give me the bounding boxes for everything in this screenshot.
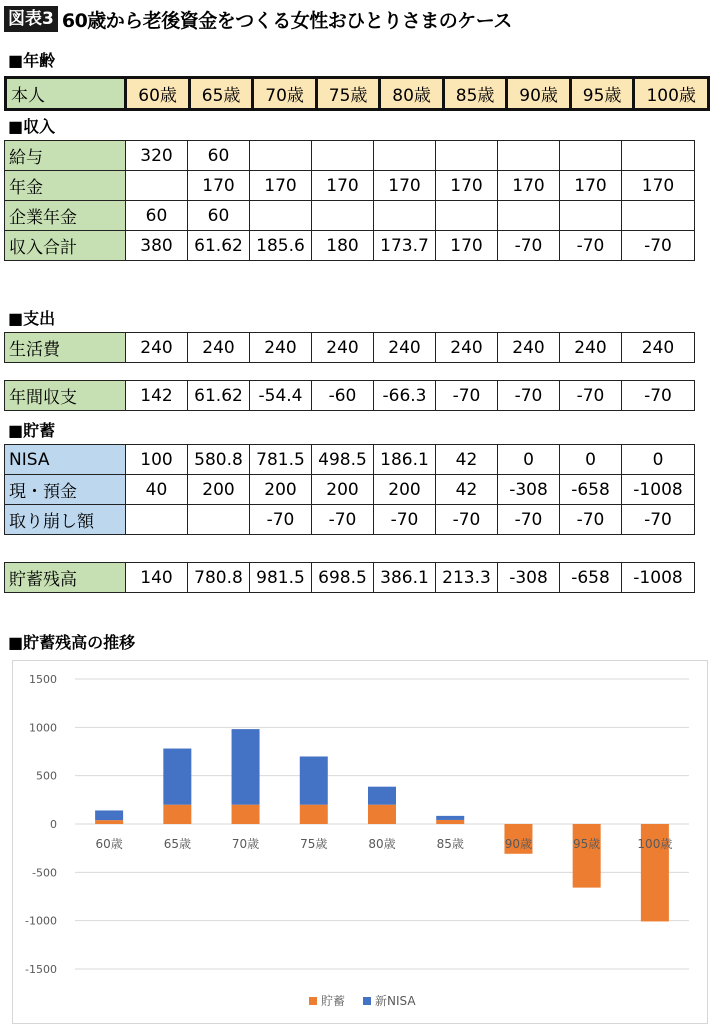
expense-label: 生活費 [5,333,126,363]
y-tick-label: 1500 [29,673,57,686]
total-savings-cell: -1008 [622,563,695,593]
bar-nisa [436,816,464,820]
age-cell: 65歳 [189,78,253,110]
savings-2-cell: -70 [436,505,498,535]
bar-savings [95,820,123,824]
income-table [4,140,695,261]
income-0-cell [250,141,312,171]
age-cell: 85歳 [443,78,507,110]
legend-label: 貯蓄 [321,994,346,1008]
income-2-cell: 60 [126,201,188,231]
income-3-cell: -70 [622,231,695,261]
x-tick-label: 95歳 [573,837,601,851]
y-tick-label: -500 [32,866,57,880]
income-1-cell: 170 [374,171,436,201]
total-savings-cell: 140 [126,563,188,593]
age-label: 本人 [6,78,126,110]
total-savings-row [5,563,695,593]
income-0-row [5,141,695,171]
bar-nisa [163,749,191,805]
income-0-cell: 60 [188,141,250,171]
income-2-cell [374,201,436,231]
savings-0-row [5,445,695,475]
income-3-cell: 180 [312,231,374,261]
income-2-cell [498,201,560,231]
savings-0-cell: 0 [498,445,560,475]
y-tick-label: -1500 [25,963,57,976]
section-heading-expense: ■支出 [8,309,56,328]
income-1-cell: 170 [312,171,374,201]
annual-balance-cell: -70 [622,381,695,411]
savings-2-cell: -70 [622,505,695,535]
savings-0-cell: 0 [560,445,622,475]
x-tick-label: 90歳 [504,837,533,851]
income-3-cell: 185.6 [250,231,312,261]
income-0-cell [374,141,436,171]
bar-nisa [368,787,396,805]
savings-0-cell: 498.5 [312,445,374,475]
legend-swatch [309,997,317,1005]
age-row [6,78,709,110]
income-0-cell: 320 [126,141,188,171]
savings-0-cell: 100 [126,445,188,475]
bar-savings [436,820,464,824]
y-tick-label: 500 [36,769,57,783]
savings-1-label: 現・預金 [5,475,126,505]
total-savings-cell: 981.5 [250,563,312,593]
income-2-cell [560,201,622,231]
expense-cell: 240 [312,333,374,363]
y-tick-label: 1000 [29,721,57,735]
annual-balance-row [5,381,695,411]
income-1-cell [126,171,188,201]
annual-balance-cell: -70 [560,381,622,411]
expense-table [4,332,695,363]
expense-row [5,333,695,363]
expense-cell: 240 [622,333,695,363]
savings-2-row [5,505,695,535]
income-1-cell: 170 [188,171,250,201]
savings-1-cell: 200 [312,475,374,505]
savings-0-cell: 42 [436,445,498,475]
annual-balance-cell: -54.4 [250,381,312,411]
savings-2-cell: -70 [374,505,436,535]
income-1-cell: 170 [250,171,312,201]
x-tick-label: 80歳 [368,837,396,851]
bar-savings [573,824,601,888]
income-3-cell: 380 [126,231,188,261]
savings-1-cell: 42 [436,475,498,505]
income-1-cell: 170 [436,171,498,201]
income-3-label: 収入合計 [5,231,126,261]
figure-label: 図表3 [4,6,58,32]
income-1-row [5,171,695,201]
income-2-label: 企業年金 [5,201,126,231]
savings-1-cell: -308 [498,475,560,505]
savings-0-cell: 186.1 [374,445,436,475]
income-0-cell [498,141,560,171]
savings-0-cell: 781.5 [250,445,312,475]
total-savings-cell: 698.5 [312,563,374,593]
savings-1-cell: 200 [188,475,250,505]
section-heading-savings: ■貯蓄 [8,421,56,440]
savings-0-cell: 0 [622,445,695,475]
income-2-cell [622,201,695,231]
y-tick-label: -1000 [25,914,57,928]
income-0-cell [436,141,498,171]
income-2-cell [250,201,312,231]
age-cell: 90歳 [507,78,571,110]
savings-1-cell: -1008 [622,475,695,505]
x-tick-label: 70歳 [231,837,260,851]
income-1-cell: 170 [622,171,695,201]
x-tick-label: 65歳 [163,837,191,851]
income-2-cell [436,201,498,231]
page-title: 60歳から老後資金をつくる女性おひとりさまのケース [61,9,512,32]
savings-2-cell: -70 [312,505,374,535]
total-savings-cell: 386.1 [374,563,436,593]
annual-balance-cell: -70 [498,381,560,411]
income-2-row [5,201,695,231]
legend-swatch [363,997,371,1005]
age-cell: 100歳 [634,78,709,110]
savings-2-cell: -70 [560,505,622,535]
income-3-cell: 170 [436,231,498,261]
annual-balance-cell: -70 [436,381,498,411]
x-tick-label: 85歳 [436,837,464,851]
income-3-cell: 173.7 [374,231,436,261]
savings-chart [12,660,708,1024]
income-3-row [5,231,695,261]
age-cell: 60歳 [126,78,190,110]
bar-savings [163,805,191,824]
age-table [4,76,710,111]
savings-0-cell: 580.8 [188,445,250,475]
savings-1-row [5,475,695,505]
age-cell: 95歳 [570,78,634,110]
section-heading-chart: ■貯蓄残高の推移 [8,633,136,652]
total-savings-cell: -658 [560,563,622,593]
income-3-cell: 61.62 [188,231,250,261]
expense-cell: 240 [374,333,436,363]
savings-table [4,444,695,535]
income-2-cell [312,201,374,231]
section-heading-income: ■収入 [8,117,56,136]
savings-1-cell: 200 [374,475,436,505]
savings-2-cell [188,505,250,535]
annual-balance-cell: -60 [312,381,374,411]
income-0-cell [560,141,622,171]
bar-savings [368,805,396,824]
savings-chart-svg [13,661,707,1023]
annual-balance-cell: 142 [126,381,188,411]
y-tick-label: 0 [50,818,57,831]
total-savings-cell: 780.8 [188,563,250,593]
x-tick-label: 60歳 [95,837,123,851]
age-cell: 80歳 [380,78,444,110]
title-row [4,4,512,34]
savings-0-label: NISA [5,445,126,475]
bar-nisa [95,810,123,820]
section-heading-age: ■年齢 [8,51,56,70]
age-cell: 70歳 [253,78,317,110]
total-savings-cell: -308 [498,563,560,593]
savings-2-cell: -70 [250,505,312,535]
age-cell: 75歳 [316,78,380,110]
annual-balance-cell: 61.62 [188,381,250,411]
expense-cell: 240 [126,333,188,363]
savings-1-cell: 200 [250,475,312,505]
savings-1-cell: 40 [126,475,188,505]
expense-cell: 240 [498,333,560,363]
income-0-label: 給与 [5,141,126,171]
income-2-cell: 60 [188,201,250,231]
bar-nisa [300,756,328,804]
total-savings-table [4,562,695,593]
x-tick-label: 100歳 [637,837,673,851]
income-1-cell: 170 [560,171,622,201]
income-0-cell [622,141,695,171]
expense-cell: 240 [250,333,312,363]
expense-cell: 240 [560,333,622,363]
savings-2-label: 取り崩し額 [5,505,126,535]
income-1-cell: 170 [498,171,560,201]
income-3-cell: -70 [560,231,622,261]
bar-savings [232,805,260,824]
savings-2-cell: -70 [498,505,560,535]
legend-label: 新NISA [375,994,416,1008]
annual-balance-label: 年間収支 [5,381,126,411]
x-tick-label: 75歳 [300,837,328,851]
bar-savings [300,805,328,824]
savings-1-cell: -658 [560,475,622,505]
income-3-cell: -70 [498,231,560,261]
expense-cell: 240 [188,333,250,363]
income-0-cell [312,141,374,171]
savings-2-cell [126,505,188,535]
total-savings-label: 貯蓄残高 [5,563,126,593]
balance-table [4,380,695,411]
total-savings-cell: 213.3 [436,563,498,593]
annual-balance-cell: -66.3 [374,381,436,411]
expense-cell: 240 [436,333,498,363]
bar-nisa [232,729,260,805]
income-1-label: 年金 [5,171,126,201]
